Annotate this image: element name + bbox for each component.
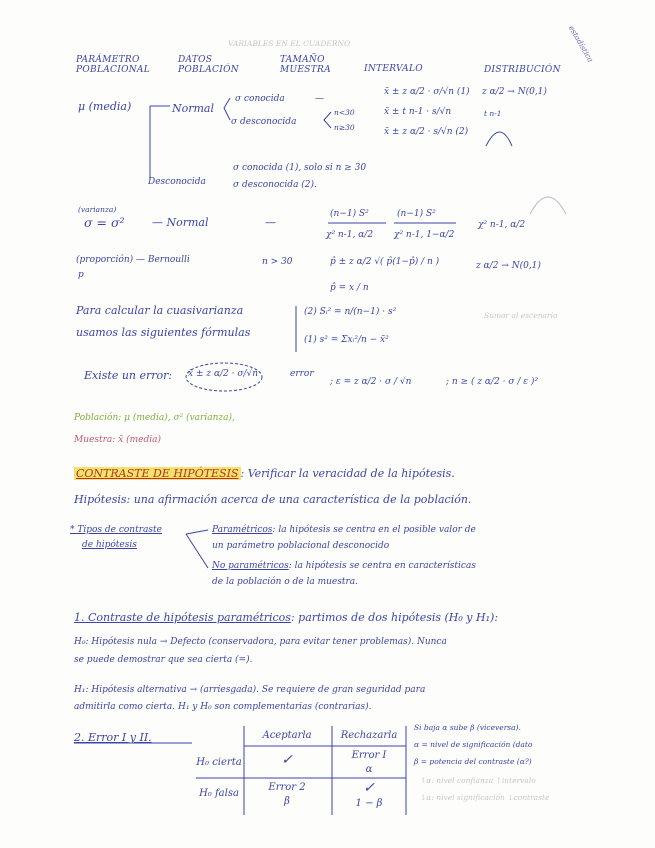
p1-text: : partimos de dos hipótesis (H₀ y H₁):	[290, 611, 499, 624]
mu-bracket	[150, 106, 170, 180]
mu-formula-3: x̄ ± z α/2 · s/√n (2)	[384, 127, 469, 137]
errors-cell-12a: Error I	[351, 750, 387, 761]
mu-formula-1: x̄ ± z α/2 · σ/√n (1)	[384, 87, 470, 97]
error-text: Existe un error:	[84, 369, 173, 382]
mu-n-lt30: n<30	[334, 108, 355, 117]
errors-row-1: H₀ cierta	[196, 757, 242, 768]
bell-sketch-1	[486, 132, 512, 146]
header-col-datos: DATOS POBLACIÓN	[178, 55, 239, 75]
varcalc-line-2: usamos las siguientes fórmulas	[76, 326, 251, 339]
error-circle	[186, 363, 262, 391]
errors-cell-21b: β	[284, 796, 290, 807]
error-word: error	[290, 369, 314, 379]
mu-normal: Normal	[172, 102, 215, 115]
errors-grid-horizontal	[196, 746, 406, 778]
var-label: σ = σ²	[84, 215, 125, 230]
errors-cell-22a: ✓	[363, 780, 375, 796]
errors-cell-11: ✓	[281, 752, 293, 768]
prop-formula: p̂ ± z α/2 √( p̂(1−p̂) / n )	[330, 257, 440, 267]
mu-sigma-known: σ conocida	[235, 94, 285, 104]
var-den-left: χ² n-1, α/2	[326, 230, 374, 240]
errors-cell-21a: Error 2	[268, 782, 306, 793]
noparam-text-1: : la hipótesis se centra en características	[288, 561, 476, 571]
param-heading: Paramétricos	[212, 525, 273, 535]
bell-sketch-2	[530, 197, 566, 214]
errors-note-2: α = nivel de significación (dato	[414, 740, 533, 749]
header-col-intervalo: INTERVALO	[364, 64, 423, 74]
header-col-distribucion: DISTRIBUCIÓN	[484, 65, 561, 75]
errors-note-4: ↑α: nivel confianza ↑intervalo	[420, 776, 536, 785]
mu-n-ge30: n≥30	[334, 123, 355, 132]
errors-note-3: β = potencia del contraste (α?)	[414, 757, 532, 766]
varcalc-side-note: Sumar al escenario	[484, 311, 558, 320]
errors-title: 2. Error I y II.	[74, 731, 152, 744]
var-dash: —	[265, 216, 276, 229]
var-den-right: χ² n-1, 1−α/2	[394, 230, 455, 240]
faint-top-text: VARIABLES EN EL CUADERNO	[228, 39, 351, 48]
contraste-hipotesis: Hipótesis: una afirmación acerca de una característica de la población.	[74, 493, 472, 506]
varcalc-formula-2: (1) s² = Σxᵢ²/n − x̄²	[304, 335, 389, 345]
mu-dash: —	[315, 94, 324, 104]
contraste-title: CONTRASTE DE HIPÓTESIS	[76, 467, 239, 480]
prop-phat: p̂ = x / n	[330, 283, 369, 293]
var-label-top: (varianza)	[78, 205, 117, 214]
tipos-line-a: * Tipos de contraste	[70, 525, 162, 535]
var-dist: χ² n-1, α/2	[478, 220, 526, 230]
var-num-right: (n−1) S²	[397, 209, 436, 219]
sigma-bracket	[224, 98, 230, 120]
prop-n-gt30: n > 30	[262, 257, 293, 267]
legend-muestra: Muestra: x̄ (media)	[74, 435, 161, 445]
errors-note-1: Si baja α sube β (viceversa).	[414, 723, 521, 732]
errors-col-reject: Rechazarla	[340, 730, 398, 741]
varcalc-formula-1: (2) Sᵢ² = n/(n−1) · s²	[304, 307, 397, 317]
noparam-text-2: de la población o de la muestra.	[212, 577, 358, 587]
param-text-1: : la hipótesis se centra en el posible valor de	[272, 525, 476, 535]
legend-poblacion: Población: μ (media), σ² (varianza),	[74, 413, 235, 423]
tipos-arrows	[186, 530, 208, 568]
tipos-line-b: de hipótesis	[82, 540, 137, 550]
param-text-2: un parámetro poblacional desconocido	[212, 541, 390, 551]
mu-formula-2: x̄ ± t n-1 · s/√n	[384, 107, 452, 117]
mu-dist-1: z α/2 → N(0,1)	[482, 87, 547, 97]
h1-line-a: H₁: Hipótesis alternativa → (arriesgada). Se requiere de gran seguridad para	[74, 685, 426, 695]
var-normal: — Normal	[152, 216, 209, 229]
errors-col-accept: Aceptarla	[262, 730, 312, 741]
prop-dist: z α/2 → N(0,1)	[476, 261, 541, 271]
mu-label: μ (media)	[78, 100, 132, 113]
h0-line-a: H₀: Hipótesis nula → Defecto (conservadora, para evitar tener problemas). Nunca	[74, 637, 447, 647]
errors-note-5: ↓α: nivel significación ↓contraste	[420, 793, 550, 802]
error-n-ge: ; n ≥ ( z α/2 · σ / ε )²	[446, 377, 539, 387]
mu-line-b: σ desconocida (2).	[233, 180, 317, 190]
corner-tab: estadística	[566, 23, 596, 64]
prop-p: p	[78, 270, 84, 280]
h0-line-b: se puede demostrar que sea cierta (=).	[74, 655, 253, 665]
h1-line-b: admitirla como cierta. H₁ y H₀ son complementarias (contrarias).	[74, 702, 372, 712]
mu-dist-2: t n-1	[484, 109, 502, 118]
mu-line-a: σ conocida (1), solo si n ≥ 30	[233, 163, 367, 173]
mu-sigma-unknown: σ desconocida	[231, 117, 297, 127]
errors-grid-vertical	[244, 726, 406, 815]
header-col-tamano: TAMAÑO MUESTRA	[280, 55, 331, 75]
mu-desconocida: Desconocida	[148, 177, 206, 187]
errors-row-2: H₀ falsa	[199, 788, 239, 799]
errors-cell-22b: 1 − β	[355, 798, 383, 809]
errors-cell-12b: α	[365, 764, 373, 775]
prop-label: (proporción) — Bernoulli	[76, 255, 190, 265]
varcalc-line-1: Para calcular la cuasivarianza	[76, 304, 244, 317]
p1-heading: 1. Contraste de hipótesis paramétricos	[74, 611, 291, 624]
header-col-parametro: PARÁMETRO POBLACIONAL	[76, 55, 150, 75]
n-bracket	[324, 112, 331, 128]
error-formula: x̄ ± z α/2 · σ/√n	[188, 369, 259, 379]
contraste-title-rest: : Verificar la veracidad de la hipótesis.	[240, 467, 455, 480]
var-num-left: (n−1) S²	[330, 209, 369, 219]
noparam-heading: No paramétricos	[212, 561, 289, 571]
error-eps: ; ε = z α/2 · σ / √n	[330, 377, 412, 387]
